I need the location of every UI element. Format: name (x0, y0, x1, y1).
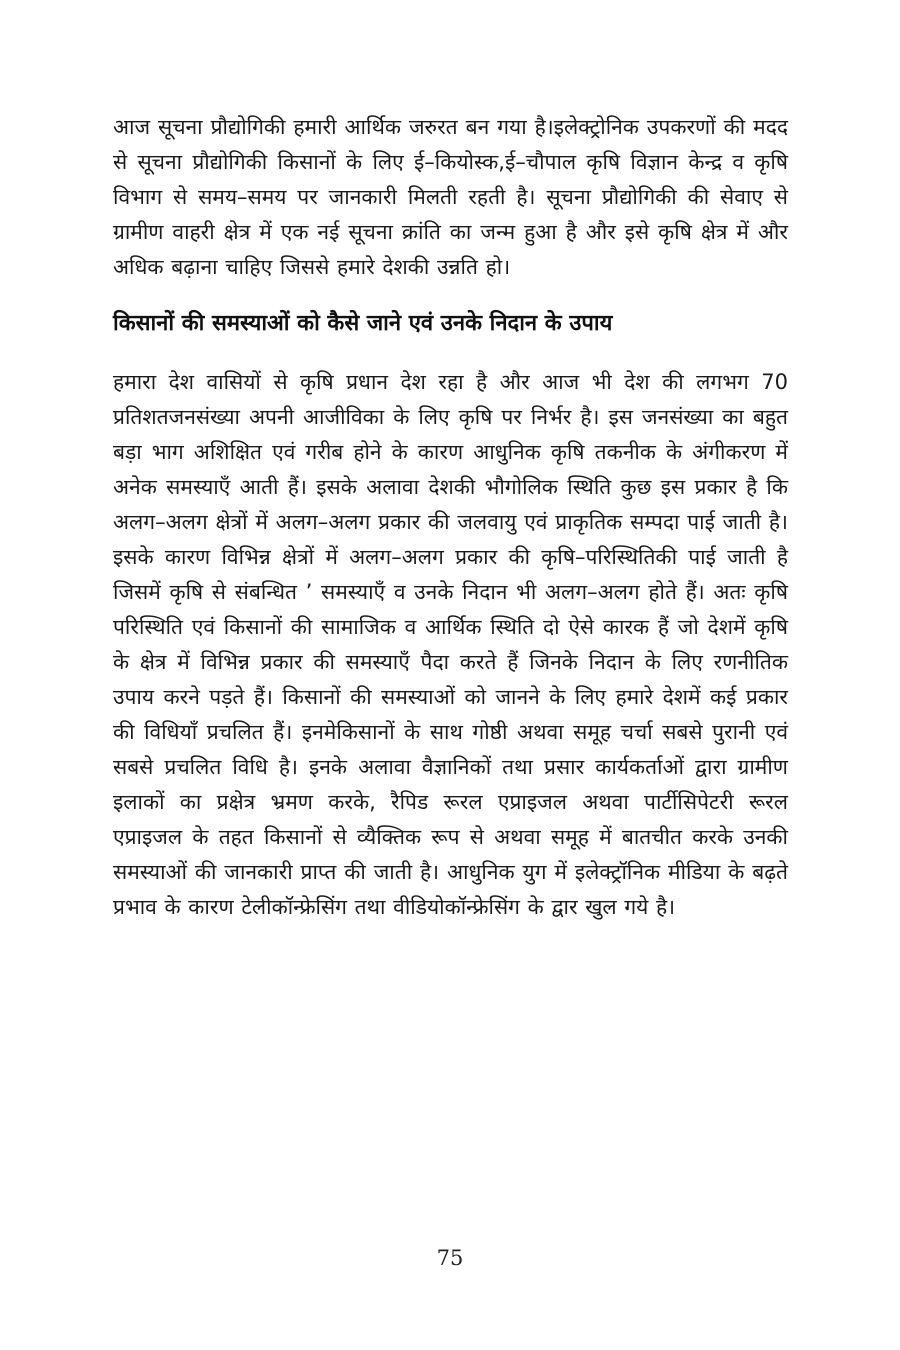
section-heading: किसानों की समस्याओं को कैसे जाने एवं उनके निदान के उपाय (113, 311, 613, 336)
intro-paragraph: आज सूचना प्रौद्योगिकी हमारी आर्थिक जरुरत बन गया है।इलेक्ट्रोनिक उपकरणों की मदद से सूचना प्रौद्योगिकी किसानों के लिए ई–कियोस्क,ई–चौपाल कृषि विज्ञान केन्द्र व कृषि विभाग से समय–समय पर जानकारी मिलती रहती है। सूचना प्रौद्योगिकी की सेवाए से ग्रामीण वाहरी क्षेत्र में एक नई सूचना क्रांति का जन्म हुआ है और इसे कृषि क्षेत्र में और अधिक बढ़ाना चाहिए जिससे हमारे देशकी उन्नति हो। (113, 115, 788, 279)
document-page (113, 110, 788, 925)
body-paragraph: हमारा देश वासियों से कृषि प्रधान देश रहा है और आज भी देश की लगभग 70 प्रतिशतजनसंख्या अपनी आजीविका के लिए कृषि पर निर्भर है। इस जनसंख्या का बहुत बड़ा भाग अशिक्षित एवं गरीब होने के कारण आधुनिक कृषि तकनीक के अंगीकरण में अनेक समस्याएँ आती हैं। इसके अलावा देशकी भौगोलिक स्थिति कुछ इस प्रकार है कि अलग–अलग क्षेत्रों में अलग–अलग प्रकार की जलवायु एवं प्राकृतिक सम्पदा पाई जाती है। इसके कारण विभिन्न क्षेत्रों में अलग–अलग प्रकार की कृषि–परिस्थितिकी पाई जाती है जिसमें कृषि से संबन्धित ’ समस्याएँ व उनके निदान भी अलग–अलग होते हैं। अतः कृषि परिस्थिति एवं किसानों की सामाजिक व आर्थिक स्थिति दो ऐसे कारक हैं जो देशमें कृषि के क्षेत्र में विभिन्न प्रकार की समस्याएँ पैदा करते हैं जिनके निदान के लिए रणनीतिक उपाय करने पड़ते हैं। किसानों की समस्याओं को जानने के लिए हमारे देशमें कई प्रकार की विधियाँ प्रचलित हैं। इनमेकिसानों के साथ गोष्ठी अथवा समूह चर्चा सबसे पुरानी एवं सबसे प्रचलित विधि है। इनके अलावा वैज्ञानिकों तथा प्रसार कार्यकर्ताओं द्वारा ग्रामीण इलाकों का प्रक्षेत्र भ्रमण करके, रैपिड रूरल एप्राइजल अथवा पार्टीसिपेटरी रूरल एप्राइजल के तहत किसानों से व्यैक्तिक रूप से अथवा समूह में बातचीत करके उनकी समस्याओं की जानकारी प्राप्त की जाती है। आधुनिक युग में इलेक्ट्रॉनिक मीडिया के बढ़ते प्रभाव के कारण टेलीकॉन्फ्रेसिंग तथा वीडियोकॉन्फ्रेसिंग के द्वार खुल गये है। (113, 370, 788, 919)
page-number: 75 (436, 1246, 464, 1270)
